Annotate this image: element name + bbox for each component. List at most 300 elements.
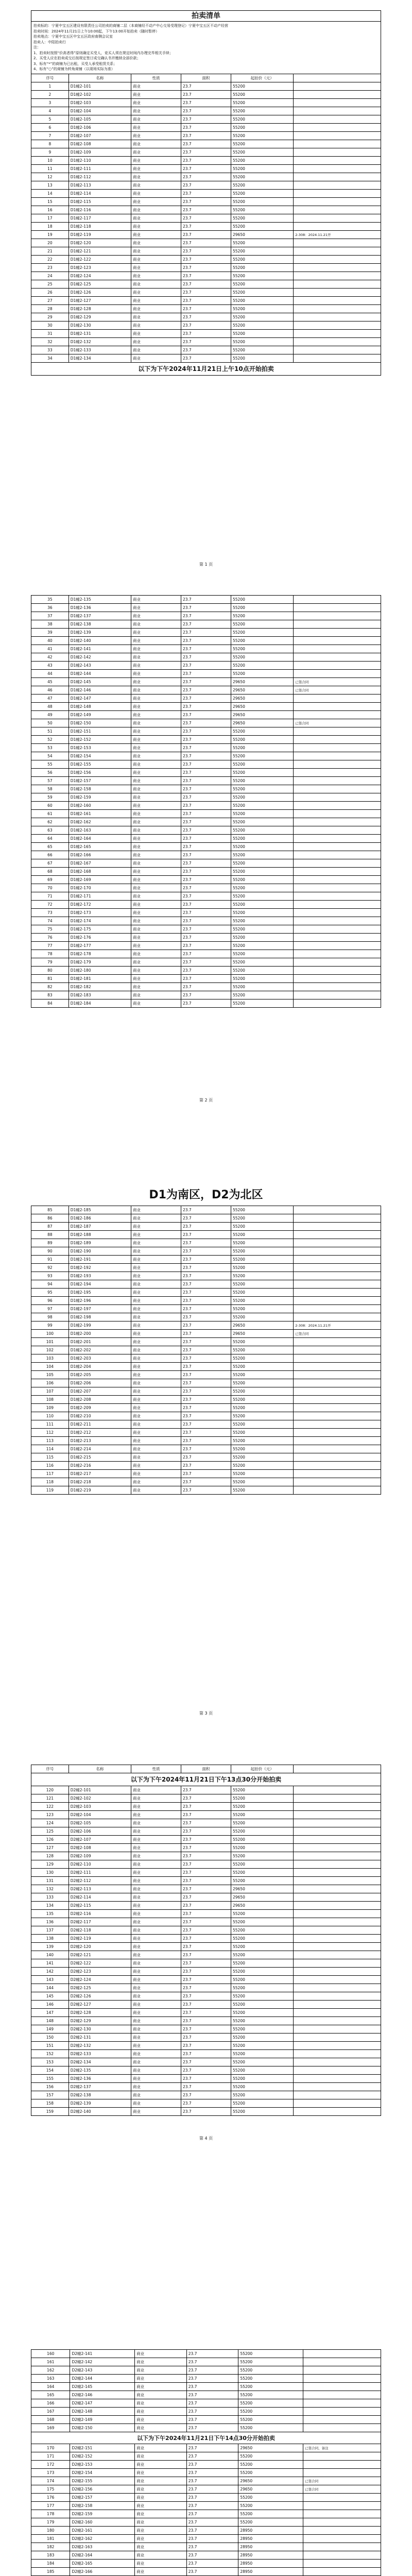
cell-name: D2幢2-157 xyxy=(70,2494,135,2502)
cell-no: 30 xyxy=(31,321,69,329)
cell-name: D1幢2-198 xyxy=(68,1313,131,1321)
cell-nature: 商业 xyxy=(131,329,181,337)
cell-remark xyxy=(294,2033,381,2042)
header-name: 名称 xyxy=(68,74,131,82)
cell-remark xyxy=(294,604,381,612)
cell-price: 55200 xyxy=(238,2502,303,2510)
table-row xyxy=(31,2042,381,2050)
cell-no: 22 xyxy=(31,255,69,263)
cell-area: 23.7 xyxy=(181,329,231,337)
cell-nature: 商业 xyxy=(131,1239,181,1247)
table-row xyxy=(31,2477,381,2485)
cell-no: 99 xyxy=(31,1321,69,1330)
cell-price: 55200 xyxy=(231,901,294,909)
cell-name: D2幢2-161 xyxy=(70,2527,135,2535)
table-row xyxy=(31,1338,381,1346)
table-row xyxy=(31,1803,381,1811)
cell-nature: 商业 xyxy=(131,1412,181,1420)
cell-price: 55200 xyxy=(231,1794,294,1803)
cell-name: D1幢2-121 xyxy=(68,247,131,255)
cell-area: 23.7 xyxy=(181,2099,231,2108)
notice-line: 拍卖标的：宁夏中宝五区建设有限责任公司拍卖的商铺二层（本商铺经不动产中心交易受理登记）宁夏中宝五区不动产经营 xyxy=(33,24,228,28)
cell-name: D1幢2-168 xyxy=(68,868,131,876)
cell-remark xyxy=(294,1803,381,1811)
cell-nature: 商业 xyxy=(131,1437,181,1445)
cell-no: 23 xyxy=(31,263,69,272)
cell-no: 169 xyxy=(31,2424,70,2432)
cell-price: 55200 xyxy=(231,1354,294,1363)
cell-nature: 商业 xyxy=(135,2494,187,2502)
notice-line: 2、买受人应在拍卖成交后按规定签订成交确认书并缴纳全部价款； xyxy=(33,56,141,60)
cell-price: 55200 xyxy=(231,1926,294,1935)
header-nature: 性质 xyxy=(131,74,181,82)
cell-nature: 商业 xyxy=(131,901,181,909)
table-row xyxy=(31,1852,381,1860)
cell-nature: 商业 xyxy=(131,1396,181,1404)
cell-remark xyxy=(303,2399,381,2408)
cell-name: D1幢2-165 xyxy=(68,843,131,851)
header-remark xyxy=(294,1765,381,1773)
table-row xyxy=(31,1976,381,1984)
cell-name: D1幢2-118 xyxy=(68,222,131,230)
cell-name: D2幢2-136 xyxy=(68,2075,131,2083)
table-row xyxy=(31,1264,381,1272)
table-row xyxy=(31,1992,381,2001)
cell-remark xyxy=(303,2375,381,2383)
cell-remark xyxy=(303,2527,381,2535)
cell-area: 23.7 xyxy=(181,2009,231,2017)
cell-name: D2幢2-160 xyxy=(70,2518,135,2527)
cell-area: 23.7 xyxy=(181,1305,231,1313)
cell-price: 55200 xyxy=(231,868,294,876)
cell-remark xyxy=(294,2009,381,2017)
cell-nature: 商业 xyxy=(131,263,181,272)
cell-no: 45 xyxy=(31,678,69,686)
table-row xyxy=(31,744,381,752)
table-row xyxy=(31,793,381,802)
cell-no: 37 xyxy=(31,612,69,620)
cell-price: 55200 xyxy=(231,1404,294,1412)
cell-remark xyxy=(294,1794,381,1803)
cell-price: 29650 xyxy=(238,2485,303,2494)
cell-name: D1幢2-116 xyxy=(68,206,131,214)
cell-area: 23.7 xyxy=(186,2424,238,2432)
cell-remark xyxy=(294,711,381,719)
cell-price: 55200 xyxy=(231,2042,294,2050)
cell-nature: 商业 xyxy=(131,670,181,678)
cell-no: 48 xyxy=(31,703,69,711)
cell-area: 23.7 xyxy=(181,629,231,637)
cell-nature: 商业 xyxy=(131,967,181,975)
cell-area: 23.7 xyxy=(181,1852,231,1860)
cell-no: 109 xyxy=(31,1404,69,1412)
cell-area: 23.7 xyxy=(181,1264,231,1272)
header-price: 起拍价（元） xyxy=(231,74,294,82)
cell-area: 23.7 xyxy=(181,843,231,851)
table-row xyxy=(31,950,381,958)
cell-nature: 商业 xyxy=(131,1231,181,1239)
table-row xyxy=(31,662,381,670)
table-row xyxy=(31,2075,381,2083)
cell-remark: 已签合同 xyxy=(294,719,381,727)
cell-area: 23.7 xyxy=(181,1280,231,1289)
table-row xyxy=(31,678,381,686)
cell-name: D1幢2-187 xyxy=(68,1223,131,1231)
cell-remark xyxy=(303,2518,381,2527)
cell-nature: 商业 xyxy=(131,1984,181,1992)
table-row xyxy=(31,612,381,620)
cell-price: 55200 xyxy=(231,859,294,868)
cell-price: 55200 xyxy=(231,785,294,793)
cell-remark xyxy=(294,1860,381,1869)
cell-nature: 商业 xyxy=(131,925,181,934)
cell-price: 55200 xyxy=(231,181,294,189)
cell-nature: 商业 xyxy=(131,1844,181,1852)
cell-name: D1幢2-151 xyxy=(68,727,131,736)
cell-nature: 商业 xyxy=(135,2408,187,2416)
cell-nature: 商业 xyxy=(135,2452,187,2461)
cell-price: 55200 xyxy=(231,999,294,1008)
cell-nature: 商业 xyxy=(131,1264,181,1272)
cell-area: 23.7 xyxy=(186,2477,238,2485)
cell-nature: 商业 xyxy=(131,1305,181,1313)
cell-nature: 商业 xyxy=(131,826,181,835)
cell-remark xyxy=(294,637,381,645)
cell-area: 23.7 xyxy=(186,2527,238,2535)
cell-nature: 商业 xyxy=(131,662,181,670)
cell-nature: 商业 xyxy=(131,123,181,131)
cell-name: D2幢2-103 xyxy=(68,1803,131,1811)
cell-nature: 商业 xyxy=(131,694,181,703)
cell-area: 23.7 xyxy=(181,304,231,313)
table-row xyxy=(31,2452,381,2461)
cell-nature: 商业 xyxy=(131,2042,181,2050)
cell-nature: 商业 xyxy=(131,1346,181,1354)
cell-price: 55200 xyxy=(231,826,294,835)
table-row xyxy=(31,1289,381,1297)
cell-remark xyxy=(294,1786,381,1794)
cell-nature: 商业 xyxy=(131,2066,181,2075)
table-row xyxy=(31,2518,381,2527)
table-row xyxy=(31,1354,381,1363)
cell-name: D1幢2-159 xyxy=(68,793,131,802)
cell-remark xyxy=(303,2461,381,2469)
cell-remark xyxy=(294,82,381,90)
cell-nature: 商业 xyxy=(131,1951,181,1959)
cell-name: D1幢2-161 xyxy=(68,810,131,818)
cell-remark xyxy=(294,280,381,288)
cell-remark xyxy=(294,288,381,296)
cell-name: D2幢2-133 xyxy=(68,2050,131,2058)
cell-area: 23.7 xyxy=(181,975,231,983)
cell-price: 55200 xyxy=(231,1379,294,1387)
cell-remark xyxy=(294,1893,381,1902)
table-row xyxy=(31,2502,381,2510)
cell-area: 23.7 xyxy=(181,711,231,719)
cell-remark xyxy=(294,843,381,851)
cell-area: 23.7 xyxy=(181,826,231,835)
cell-remark xyxy=(294,1486,381,1495)
cell-no: 31 xyxy=(31,329,69,337)
cell-nature: 商业 xyxy=(131,653,181,662)
cell-nature: 商业 xyxy=(131,818,181,826)
cell-remark xyxy=(303,2535,381,2543)
cell-remark: 已签合同 xyxy=(303,2477,381,2485)
cell-no: 158 xyxy=(31,2099,69,2108)
cell-no: 149 xyxy=(31,2025,69,2033)
cell-price: 55200 xyxy=(231,90,294,98)
cell-name: D1幢2-109 xyxy=(68,148,131,156)
cell-name: D2幢2-156 xyxy=(70,2485,135,2494)
cell-no: 60 xyxy=(31,802,69,810)
cell-no: 47 xyxy=(31,694,69,703)
cell-nature: 商业 xyxy=(131,1885,181,1893)
cell-area: 23.7 xyxy=(181,777,231,785)
cell-area: 23.7 xyxy=(181,1412,231,1420)
table-row xyxy=(31,164,381,173)
cell-name: D2幢2-110 xyxy=(68,1860,131,1869)
cell-nature: 商业 xyxy=(131,1935,181,1943)
cell-nature: 商业 xyxy=(131,991,181,999)
cell-area: 23.7 xyxy=(181,164,231,173)
table-row xyxy=(31,802,381,810)
cell-nature: 商业 xyxy=(131,876,181,884)
cell-nature: 商业 xyxy=(131,1272,181,1280)
cell-area: 23.7 xyxy=(181,1354,231,1363)
cell-no: 118 xyxy=(31,1478,69,1486)
cell-remark xyxy=(294,1429,381,1437)
cell-nature: 商业 xyxy=(131,313,181,321)
cell-price: 55200 xyxy=(231,123,294,131)
cell-no: 176 xyxy=(31,2494,70,2502)
cell-area: 23.7 xyxy=(181,645,231,653)
cell-no: 84 xyxy=(31,999,69,1008)
cell-no: 51 xyxy=(31,727,69,736)
cell-price: 55200 xyxy=(231,321,294,329)
header-price: 起拍价（元） xyxy=(231,1765,294,1773)
cell-area: 23.7 xyxy=(181,255,231,263)
cell-area: 23.7 xyxy=(181,1827,231,1836)
cell-no: 19 xyxy=(31,230,69,239)
cell-remark xyxy=(294,1462,381,1470)
cell-no: 82 xyxy=(31,983,69,991)
cell-remark xyxy=(303,2358,381,2366)
cell-price: 55200 xyxy=(231,1313,294,1321)
cell-area: 23.7 xyxy=(181,752,231,760)
cell-remark xyxy=(294,2108,381,2116)
cell-no: 167 xyxy=(31,2408,70,2416)
cell-remark xyxy=(294,1437,381,1445)
table-row xyxy=(31,620,381,629)
cell-name: D1幢2-204 xyxy=(68,1363,131,1371)
table-row xyxy=(31,2469,381,2477)
table-row xyxy=(31,670,381,678)
table-row xyxy=(31,1214,381,1223)
cell-name: D2幢2-132 xyxy=(68,2042,131,2050)
cell-nature: 商业 xyxy=(131,1330,181,1338)
cell-nature: 商业 xyxy=(135,2416,187,2424)
table-row xyxy=(31,892,381,901)
cell-nature: 商业 xyxy=(131,1877,181,1885)
cell-no: 56 xyxy=(31,769,69,777)
cell-name: D2幢2-124 xyxy=(68,1976,131,1984)
table-row xyxy=(31,851,381,859)
cell-price: 55200 xyxy=(231,810,294,818)
cell-area: 23.7 xyxy=(181,222,231,230)
table-row xyxy=(31,1371,381,1379)
table-row xyxy=(31,1256,381,1264)
cell-price: 55200 xyxy=(231,637,294,645)
cell-remark xyxy=(294,222,381,230)
cell-area: 23.7 xyxy=(186,2452,238,2461)
table-row xyxy=(31,321,381,329)
cell-no: 113 xyxy=(31,1437,69,1445)
cell-price: 55200 xyxy=(231,1819,294,1827)
cell-remark xyxy=(294,892,381,901)
cell-no: 148 xyxy=(31,2017,69,2025)
cell-nature: 商业 xyxy=(131,596,181,604)
cell-name: D1幢2-107 xyxy=(68,131,131,140)
cell-no: 34 xyxy=(31,354,69,362)
cell-price: 55200 xyxy=(231,744,294,752)
cell-nature: 商业 xyxy=(131,288,181,296)
cell-remark xyxy=(294,1445,381,1453)
cell-no: 163 xyxy=(31,2375,70,2383)
table-row xyxy=(31,1404,381,1412)
table-row xyxy=(31,983,381,991)
cell-no: 184 xyxy=(31,2560,70,2568)
cell-area: 23.7 xyxy=(181,2001,231,2009)
cell-area: 23.7 xyxy=(181,1893,231,1902)
cell-remark xyxy=(303,2551,381,2560)
cell-name: D1幢2-164 xyxy=(68,835,131,843)
cell-name: D1幢2-104 xyxy=(68,107,131,115)
cell-area: 23.7 xyxy=(181,1943,231,1951)
table-row xyxy=(31,958,381,967)
cell-area: 23.7 xyxy=(181,2108,231,2116)
cell-price: 55200 xyxy=(231,313,294,321)
table-row xyxy=(31,1860,381,1869)
table-row xyxy=(31,2560,381,2568)
cell-price: 55200 xyxy=(231,2017,294,2025)
cell-price: 55200 xyxy=(231,1976,294,1984)
cell-no: 117 xyxy=(31,1470,69,1478)
cell-price: 55200 xyxy=(231,1910,294,1918)
cell-remark xyxy=(294,2042,381,2050)
cell-no: 57 xyxy=(31,777,69,785)
cell-nature: 商业 xyxy=(131,272,181,280)
cell-remark xyxy=(294,2001,381,2009)
cell-nature: 商业 xyxy=(131,678,181,686)
cell-area: 23.7 xyxy=(181,1206,231,1214)
table-row xyxy=(31,1247,381,1256)
cell-name: D1幢2-157 xyxy=(68,777,131,785)
cell-price: 55200 xyxy=(231,1811,294,1819)
cell-no: 107 xyxy=(31,1387,69,1396)
cell-name: D1幢2-178 xyxy=(68,950,131,958)
cell-no: 80 xyxy=(31,967,69,975)
cell-name: D2幢2-148 xyxy=(70,2408,135,2416)
lot-table xyxy=(31,74,381,363)
table-row xyxy=(31,304,381,313)
cell-nature: 商业 xyxy=(131,711,181,719)
cell-area: 23.7 xyxy=(181,686,231,694)
cell-price: 55200 xyxy=(231,1256,294,1264)
cell-remark xyxy=(294,247,381,255)
cell-nature: 商业 xyxy=(131,1794,181,1803)
cell-no: 126 xyxy=(31,1836,69,1844)
cell-remark xyxy=(294,1305,381,1313)
cell-remark xyxy=(294,354,381,362)
cell-no: 67 xyxy=(31,859,69,868)
table-row xyxy=(31,107,381,115)
cell-area: 23.7 xyxy=(181,719,231,727)
cell-no: 173 xyxy=(31,2469,70,2477)
table-row xyxy=(31,2416,381,2424)
cell-remark xyxy=(294,1935,381,1943)
cell-no: 8 xyxy=(31,140,69,148)
cell-price: 55200 xyxy=(231,272,294,280)
cell-no: 55 xyxy=(31,760,69,769)
cell-area: 23.7 xyxy=(181,346,231,354)
cell-area: 23.7 xyxy=(186,2408,238,2416)
cell-price: 55200 xyxy=(231,736,294,744)
cell-nature: 商业 xyxy=(131,321,181,329)
cell-remark xyxy=(294,1877,381,1885)
cell-price: 55200 xyxy=(231,1984,294,1992)
cell-name: D1幢2-154 xyxy=(68,752,131,760)
cell-remark xyxy=(294,760,381,769)
page-2 xyxy=(31,595,381,1103)
cell-remark xyxy=(294,1379,381,1387)
cell-price: 55200 xyxy=(231,2025,294,2033)
cell-no: 96 xyxy=(31,1297,69,1305)
cell-no: 138 xyxy=(31,1935,69,1943)
cell-area: 23.7 xyxy=(181,818,231,826)
cell-nature: 商业 xyxy=(131,1445,181,1453)
cell-nature: 商业 xyxy=(131,1918,181,1926)
cell-area: 23.7 xyxy=(181,2033,231,2042)
cell-remark xyxy=(294,777,381,785)
cell-remark xyxy=(303,2469,381,2477)
cell-area: 23.7 xyxy=(181,1935,231,1943)
cell-name: D2幢2-101 xyxy=(68,1786,131,1794)
cell-price: 55200 xyxy=(231,884,294,892)
cell-remark xyxy=(294,98,381,107)
cell-nature: 商业 xyxy=(131,1860,181,1869)
cell-no: 172 xyxy=(31,2461,70,2469)
cell-no: 77 xyxy=(31,942,69,950)
page-number: 第 2 页 xyxy=(199,1098,213,1103)
cell-name: D2幢2-135 xyxy=(68,2066,131,2075)
cell-price: 55200 xyxy=(231,1959,294,1968)
table-row xyxy=(31,2099,381,2108)
cell-nature: 商业 xyxy=(135,2375,187,2383)
cell-name: D1幢2-105 xyxy=(68,115,131,123)
cell-name: D1幢2-136 xyxy=(68,604,131,612)
cell-no: 89 xyxy=(31,1239,69,1247)
cell-nature: 商业 xyxy=(131,1313,181,1321)
cell-area: 23.7 xyxy=(181,206,231,214)
cell-area: 23.7 xyxy=(181,181,231,189)
table-row xyxy=(31,2485,381,2494)
cell-no: 161 xyxy=(31,2358,70,2366)
cell-nature: 商业 xyxy=(131,2099,181,2108)
cell-remark xyxy=(294,950,381,958)
cell-price: 55200 xyxy=(231,2066,294,2075)
table-row xyxy=(31,337,381,346)
cell-nature: 商业 xyxy=(131,304,181,313)
